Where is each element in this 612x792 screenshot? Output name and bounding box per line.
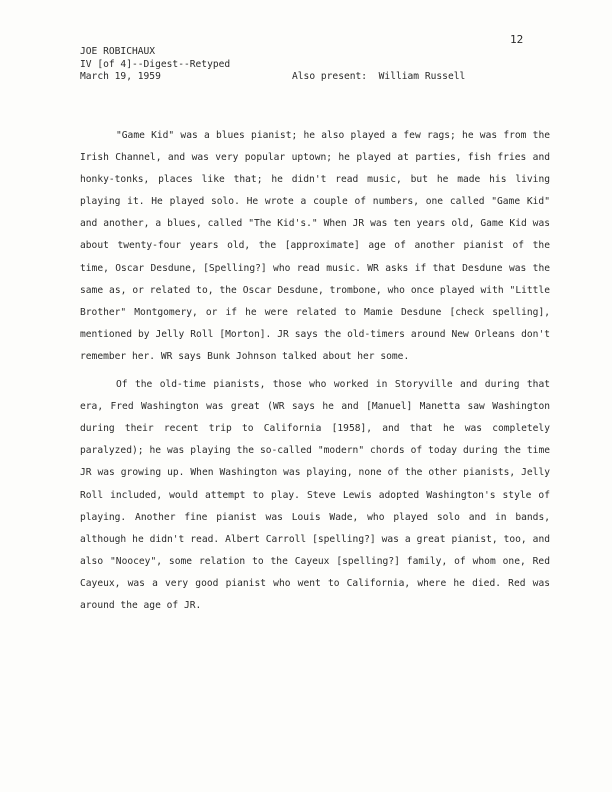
- paragraph-old-time-pianists: Of the old-time pianists, those who worked in Storyville and during that era, Fred Washington was great (WR says he and [Manuel] Manetta saw Washington during their recent trip to California [1958], and that he was completely paralyzed); he was playing the so-called "modern" chords of today during the time JR was growing up. When Washington was playing, none of the other pianists, Jelly Roll included, would attempt to play. Steve Lewis adopted Washington's style of playing. Another fine pianist was Louis Wade, who played solo and in bands, although he didn't read. Albert Carroll [spelling?] was a great pianist, too, and also "Noocey", some relation to the Cayeux [spelling?] family, of whom one, Red Cayeux, was a very good pianist who went to California, where he died. Red was around the age of JR.: [80, 379, 550, 611]
- interview-date: March 19, 1959: [80, 71, 161, 82]
- document-header: [80, 46, 230, 84]
- also-present: Also present: William Russell: [292, 71, 466, 82]
- page-number: 12: [510, 33, 524, 46]
- interviewee-name: JOE ROBICHAUX: [80, 46, 156, 57]
- paragraph-game-kid: "Game Kid" was a blues pianist; he also played a few rags; he was from the Irish Channel, and was very popular uptown; he played at parties, fish fries and honky-tonks, places like that; he didn't read music, but he made his living playing it. He played solo. He wrote a couple of numbers, one called "Game Kid" and another, a blues, called "The Kid's." When JR was ten years old, Game Kid was about twenty-four years old, the [approximate] age of another pianist of the time, Oscar Desdune, [Spelling?] who read music. WR asks if that Desdune was the same as, or related to, the Oscar Desdune, trombone, who once played with "Little Brother" Montgomery, or if he were related to Mamie Desdune [check spelling], mentioned by Jelly Roll [Morton]. JR says the old-timers around New Orleans don't remember her. WR says Bunk Johnson talked about her some.: [80, 130, 550, 362]
- reel-info: IV [of 4]--Digest--Retyped: [80, 58, 231, 70]
- transcript-body: [80, 125, 550, 623]
